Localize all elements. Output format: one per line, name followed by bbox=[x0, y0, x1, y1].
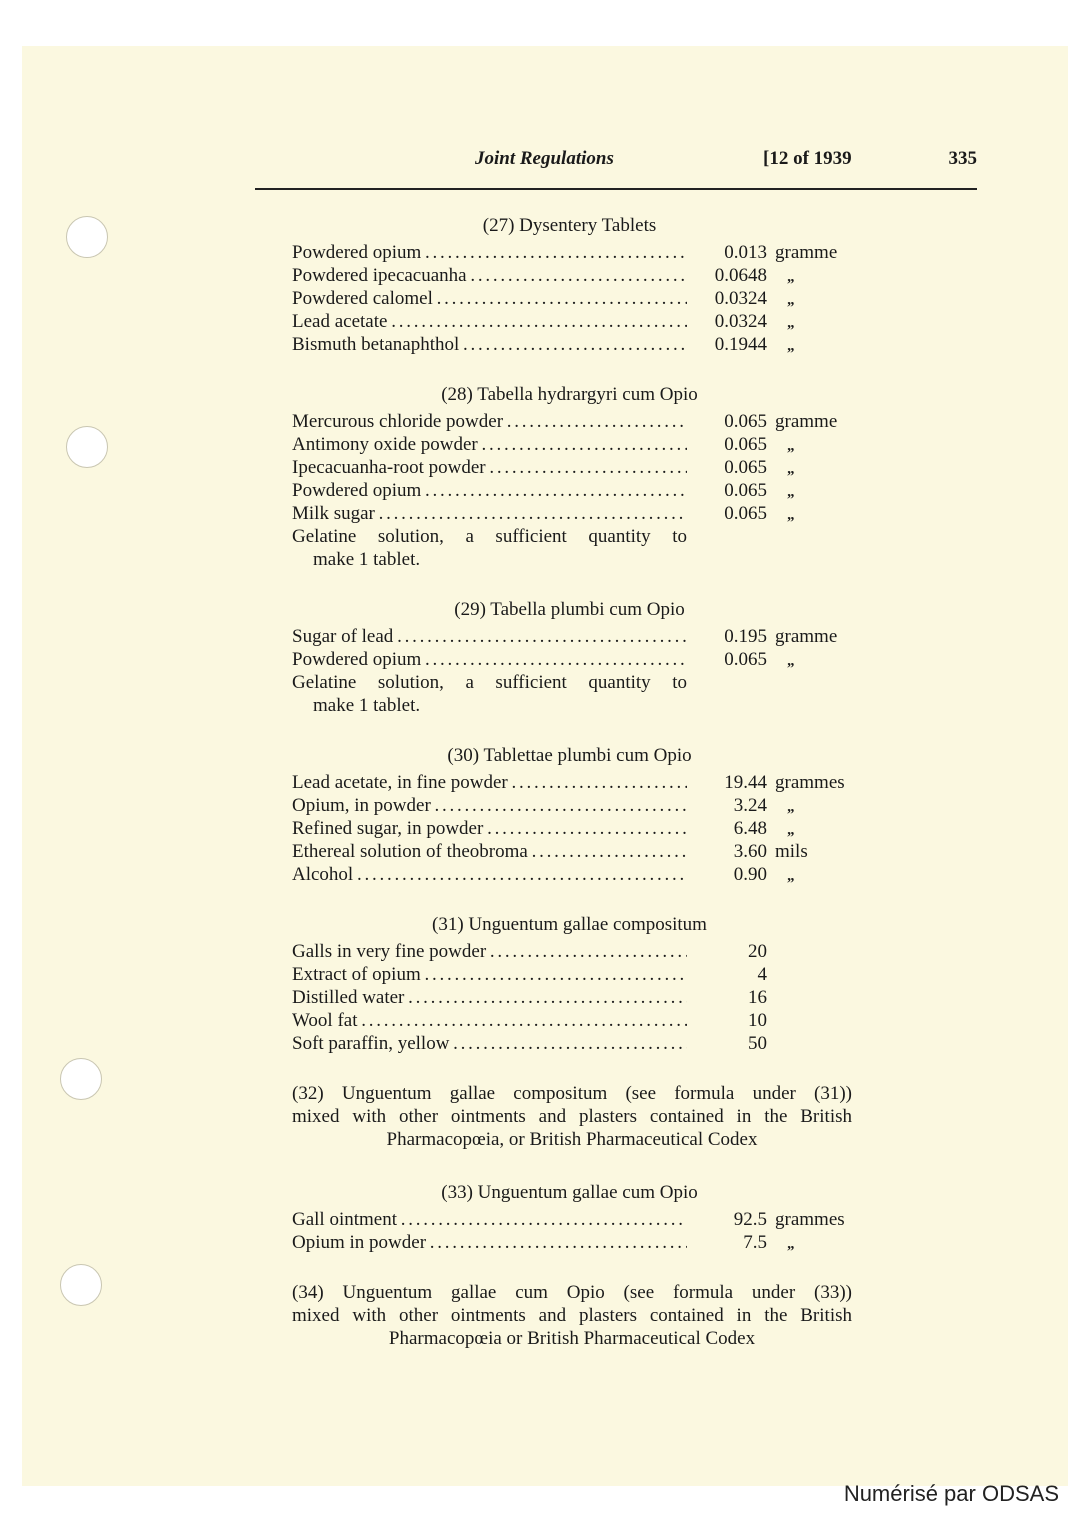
ingredient-amount: 0.195 bbox=[724, 626, 767, 647]
ingredient-unit: gramme bbox=[775, 242, 838, 263]
ingredient-name: Soft paraffin, yellow . . . bbox=[292, 1032, 687, 1055]
ingredient-name: Alcohol . . . bbox=[292, 863, 687, 886]
formula-section bbox=[292, 383, 852, 571]
ingredient-row bbox=[292, 456, 852, 479]
ingredient-amount: 0.065 bbox=[724, 480, 767, 501]
ingredient-amount: 0.0324 bbox=[714, 311, 767, 332]
ingredient-amount: 0.0324 bbox=[714, 288, 767, 309]
ingredient-name: Extract of opium . . . bbox=[292, 963, 687, 986]
ingredient-row bbox=[292, 794, 852, 817]
formula-paragraph bbox=[292, 1082, 852, 1151]
ingredient-amount: 3.24 bbox=[733, 795, 767, 816]
section-title: (31) Unguentum gallae compositum bbox=[432, 914, 707, 935]
ingredient-name: Gall ointment . . . bbox=[292, 1208, 687, 1231]
ingredient-row bbox=[292, 625, 852, 648]
ingredient-amount: 0.0648 bbox=[714, 265, 767, 286]
ingredient-amount: 7.5 bbox=[743, 1232, 767, 1253]
ingredient-row bbox=[292, 1032, 852, 1055]
ingredient-row bbox=[292, 963, 852, 986]
ingredient-unit: „ bbox=[787, 438, 795, 454]
section-title: (33) Unguentum gallae cum Opio bbox=[441, 1182, 698, 1203]
paragraph-line: mixed with other ointments and plasters contained in the British bbox=[292, 1106, 852, 1127]
ingredient-unit: „ bbox=[787, 1236, 795, 1252]
ingredient-row bbox=[292, 433, 852, 456]
section-note: Gelatine solution, a sufficient quantity to bbox=[292, 526, 687, 547]
document-body bbox=[292, 214, 852, 1380]
ingredient-row bbox=[292, 771, 852, 794]
ingredient-name: Wool fat . . . bbox=[292, 1009, 687, 1032]
ingredient-row bbox=[292, 502, 852, 525]
ingredient-unit: „ bbox=[787, 507, 795, 523]
ingredient-unit: „ bbox=[787, 484, 795, 500]
ingredient-row bbox=[292, 1208, 852, 1231]
ingredient-amount: 0.013 bbox=[724, 242, 767, 263]
ingredient-row bbox=[292, 241, 852, 264]
ingredient-row bbox=[292, 333, 852, 356]
section-note-continued: make 1 tablet. bbox=[313, 695, 421, 716]
paragraph-line: Pharmacopœia or British Pharmaceutical Codex bbox=[388, 1328, 756, 1349]
ingredient-unit: „ bbox=[787, 315, 795, 331]
ingredient-name: Powdered opium . . . bbox=[292, 241, 687, 264]
ingredient-row bbox=[292, 986, 852, 1009]
ingredient-amount: 4 bbox=[757, 964, 767, 985]
ingredient-amount: 16 bbox=[748, 987, 767, 1008]
ingredient-name: Galls in very fine powder . . . bbox=[292, 940, 687, 963]
ingredient-amount: 3.60 bbox=[733, 841, 767, 862]
section-title: (29) Tabella plumbi cum Opio bbox=[454, 599, 685, 620]
ingredient-amount: 0.065 bbox=[724, 411, 767, 432]
ingredient-amount: 0.1944 bbox=[714, 334, 767, 355]
ingredient-name: Distilled water . . . bbox=[292, 986, 687, 1009]
ingredient-unit: mils bbox=[775, 841, 808, 862]
ingredient-name: Opium, in powder . . . bbox=[292, 794, 687, 817]
ingredient-name: Bismuth betanaphthol . . . bbox=[292, 333, 687, 356]
section-note-continued: make 1 tablet. bbox=[313, 549, 421, 570]
paragraph-line: (32) Unguentum gallae compositum (see formula under (31)) bbox=[292, 1083, 852, 1104]
ingredient-amount: 92.5 bbox=[733, 1209, 767, 1230]
ingredient-row bbox=[292, 479, 852, 502]
ingredient-row bbox=[292, 1009, 852, 1032]
ingredient-unit: grammes bbox=[775, 772, 845, 793]
ingredient-unit: „ bbox=[787, 822, 795, 838]
formula-section bbox=[292, 744, 852, 886]
ingredient-name: Powdered calomel . . . bbox=[292, 287, 687, 310]
header-reference: [12 of 1939 bbox=[763, 148, 852, 169]
ingredient-row bbox=[292, 648, 852, 671]
formula-section bbox=[292, 598, 852, 717]
ingredient-name: Opium in powder . . . bbox=[292, 1231, 687, 1254]
ingredient-amount: 6.48 bbox=[733, 818, 767, 839]
paragraph-line: Pharmacopœia, or British Pharmaceutical Codex bbox=[386, 1129, 758, 1150]
section-title: (27) Dysentery Tablets bbox=[482, 215, 657, 236]
binder-hole bbox=[66, 426, 108, 468]
ingredient-row bbox=[292, 310, 852, 333]
page-header bbox=[255, 148, 977, 174]
ingredient-amount: 0.065 bbox=[724, 434, 767, 455]
ingredient-row bbox=[292, 863, 852, 886]
section-title: (28) Tabella hydrargyri cum Opio bbox=[441, 384, 698, 405]
ingredient-unit: „ bbox=[787, 461, 795, 477]
ingredient-unit: „ bbox=[787, 338, 795, 354]
ingredient-unit: „ bbox=[787, 292, 795, 308]
formula-section bbox=[292, 1181, 852, 1254]
ingredient-name: Milk sugar . . . bbox=[292, 502, 687, 525]
ingredient-amount: 0.065 bbox=[724, 457, 767, 478]
ingredient-name: Ipecacuanha-root powder . . . bbox=[292, 456, 687, 479]
ingredient-unit: „ bbox=[787, 653, 795, 669]
ingredient-amount: 0.90 bbox=[733, 864, 767, 885]
formula-section bbox=[292, 913, 852, 1055]
ingredient-amount: 10 bbox=[748, 1010, 767, 1031]
formula-paragraph bbox=[292, 1281, 852, 1350]
page-number: 335 bbox=[948, 148, 977, 169]
binder-hole bbox=[66, 216, 108, 258]
ingredient-name: Powdered opium . . . bbox=[292, 648, 687, 671]
ingredient-name: Lead acetate . . . bbox=[292, 310, 687, 333]
ingredient-name: Powdered ipecacuanha . . . bbox=[292, 264, 687, 287]
ingredient-amount: 20 bbox=[748, 941, 767, 962]
ingredient-unit: gramme bbox=[775, 626, 838, 647]
ingredient-name: Lead acetate, in fine powder . . . bbox=[292, 771, 687, 794]
header-rule bbox=[255, 188, 977, 190]
paragraph-line: (34) Unguentum gallae cum Opio (see formula under (33)) bbox=[292, 1282, 852, 1303]
ingredient-name: Powdered opium . . . bbox=[292, 479, 687, 502]
binder-hole bbox=[60, 1264, 102, 1306]
ingredient-name: Mercurous chloride powder . . . bbox=[292, 410, 687, 433]
ingredient-row bbox=[292, 287, 852, 310]
ingredient-amount: 0.065 bbox=[724, 649, 767, 670]
ingredient-unit: „ bbox=[787, 799, 795, 815]
section-note: Gelatine solution, a sufficient quantity to bbox=[292, 672, 687, 693]
ingredient-row bbox=[292, 940, 852, 963]
ingredient-amount: 50 bbox=[748, 1033, 767, 1054]
ingredient-unit: „ bbox=[787, 269, 795, 285]
ingredient-unit: grammes bbox=[775, 1209, 845, 1230]
ingredient-name: Ethereal solution of theobroma . . . bbox=[292, 840, 687, 863]
section-title: (30) Tablettae plumbi cum Opio bbox=[447, 745, 692, 766]
ingredient-row bbox=[292, 817, 852, 840]
ingredient-row bbox=[292, 410, 852, 433]
ingredient-row bbox=[292, 840, 852, 863]
ingredient-unit: gramme bbox=[775, 411, 838, 432]
ingredient-amount: 0.065 bbox=[724, 503, 767, 524]
ingredient-unit: „ bbox=[787, 868, 795, 884]
ingredient-name: Sugar of lead . . . bbox=[292, 625, 687, 648]
ingredient-name: Antimony oxide powder . . . bbox=[292, 433, 687, 456]
formula-section bbox=[292, 214, 852, 356]
ingredient-amount: 19.44 bbox=[724, 772, 767, 793]
ingredient-row bbox=[292, 1231, 852, 1254]
binder-hole bbox=[60, 1058, 102, 1100]
digitization-credit: Numérisé par ODSAS bbox=[843, 1481, 1059, 1506]
paragraph-line: mixed with other ointments and plasters contained in the British bbox=[292, 1305, 852, 1326]
ingredient-row bbox=[292, 264, 852, 287]
ingredient-name: Refined sugar, in powder . . . bbox=[292, 817, 687, 840]
header-title: Joint Regulations bbox=[475, 148, 614, 169]
